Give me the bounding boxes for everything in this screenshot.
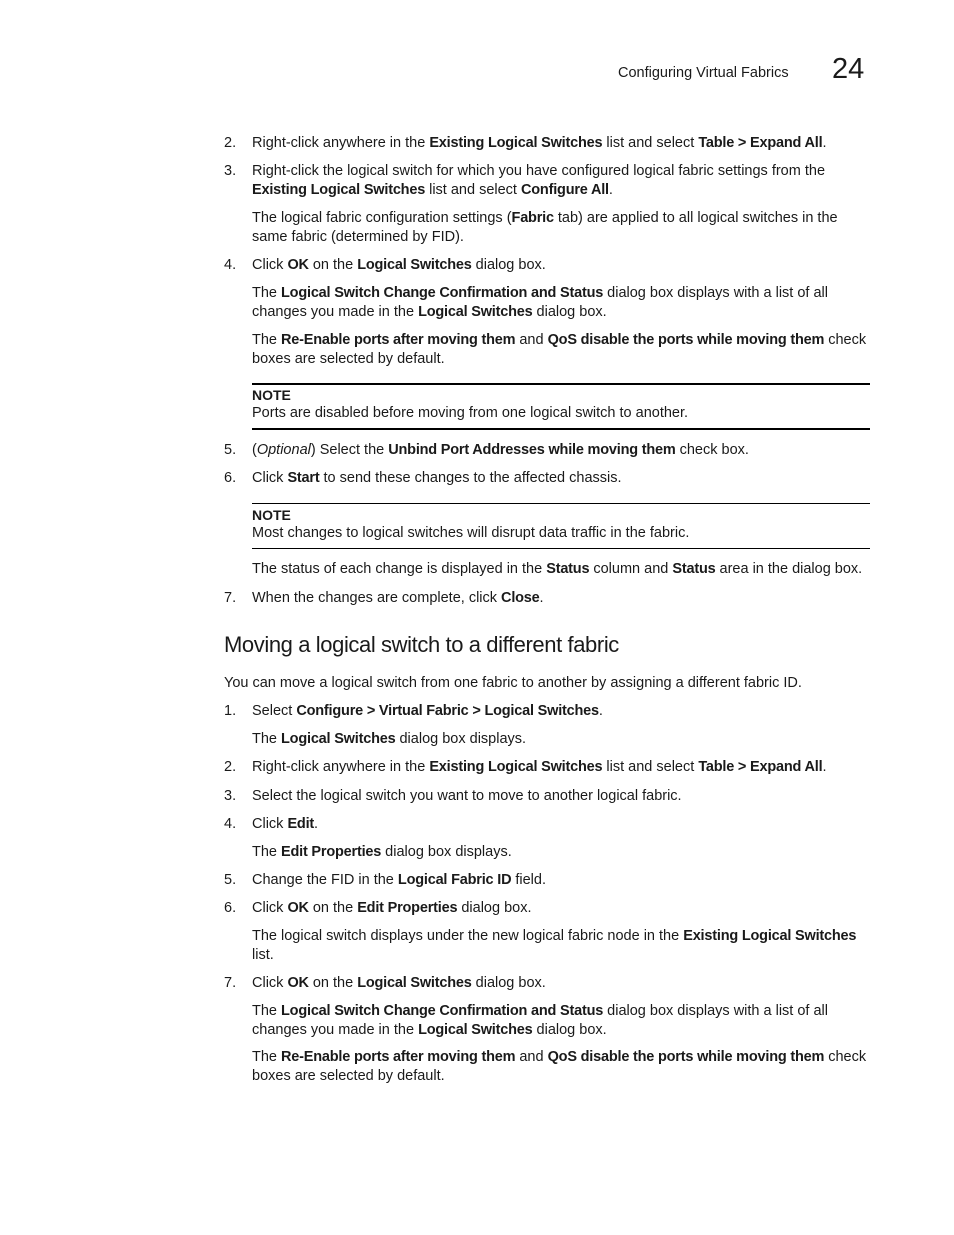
step-paragraph: The logical fabric configuration settings (Fabric tab) are applied to all logical switches in the same fabric (determined by FID). [252,210,838,245]
step-number: 3. [224,788,237,804]
step-paragraph: The logical switch displays under the new logical fabric node in the Existing Logical Switches list. [252,928,857,963]
step-text: Right-click the logical switch for which you have configured logical fabric settings from the Existing Logical Switches list and select Configure All. [252,163,826,198]
step-text: Click OK on the Logical Switches dialog box. [252,257,546,273]
section-heading: Moving a logical switch to a different fabric [224,632,619,657]
step-text: When the changes are complete, click Close. [252,590,544,606]
step-text: Click Start to send these changes to the affected chassis. [252,470,622,486]
note-text: Most changes to logical switches will disrupt data traffic in the fabric. [252,525,690,541]
step-paragraph: The Re-Enable ports after moving them and QoS disable the ports while moving them check boxes are selected by default. [252,1049,867,1084]
step-paragraph: The status of each change is displayed in the Status column and Status area in the dialog box. [252,561,863,577]
note-label: NOTE [252,387,291,403]
step-text: Click OK on the Logical Switches dialog box. [252,975,546,991]
step-text: Right-click anywhere in the Existing Logical Switches list and select Table > Expand All. [252,135,827,151]
step-number: 4. [224,257,237,273]
step-number: 2. [224,135,237,151]
step-number: 4. [224,816,237,832]
step-text: Change the FID in the Logical Fabric ID field. [252,872,547,888]
step-number: 6. [224,470,237,486]
note-bottom-rule [252,428,870,430]
step-text: Click Edit. [252,816,319,832]
chapter-number: 24 [832,53,865,85]
step-text: Select the logical switch you want to move to another logical fabric. [252,788,682,804]
step-number: 7. [224,975,237,991]
running-header-title: Configuring Virtual Fabrics [618,65,789,81]
note-box [252,503,870,551]
note-top-rule [252,503,870,504]
step-paragraph: The Logical Switches dialog box displays. [252,731,527,747]
step-number: 5. [224,872,237,888]
step-number: 5. [224,442,237,458]
step-number: 2. [224,759,237,775]
note-text: Ports are disabled before moving from one logical switch to another. [252,405,689,421]
step-text: (Optional) Select the Unbind Port Addresses while moving them check box. [252,442,749,458]
note-box [252,383,870,431]
step-paragraph: The Logical Switch Change Confirmation and Status dialog box displays with a list of all changes you made in the Logical Switches dialog box. [252,1003,828,1038]
note-bottom-rule [252,548,870,549]
step-number: 3. [224,163,237,179]
note-top-rule [252,383,870,385]
step-text: Right-click anywhere in the Existing Logical Switches list and select Table > Expand All. [252,759,827,775]
note-label: NOTE [252,507,291,523]
step-number: 1. [224,703,237,719]
section-intro: You can move a logical switch from one fabric to another by assigning a different fabric ID. [224,675,802,691]
step-paragraph: The Re-Enable ports after moving them and QoS disable the ports while moving them check boxes are selected by default. [252,332,867,367]
step-text: Select Configure > Virtual Fabric > Logical Switches. [252,703,603,719]
step-number: 6. [224,900,237,916]
step-paragraph: The Logical Switch Change Confirmation and Status dialog box displays with a list of all changes you made in the Logical Switches dialog box. [252,285,828,320]
step-number: 7. [224,590,237,606]
step-paragraph: The Edit Properties dialog box displays. [252,844,512,860]
step-text: Click OK on the Edit Properties dialog box. [252,900,532,916]
